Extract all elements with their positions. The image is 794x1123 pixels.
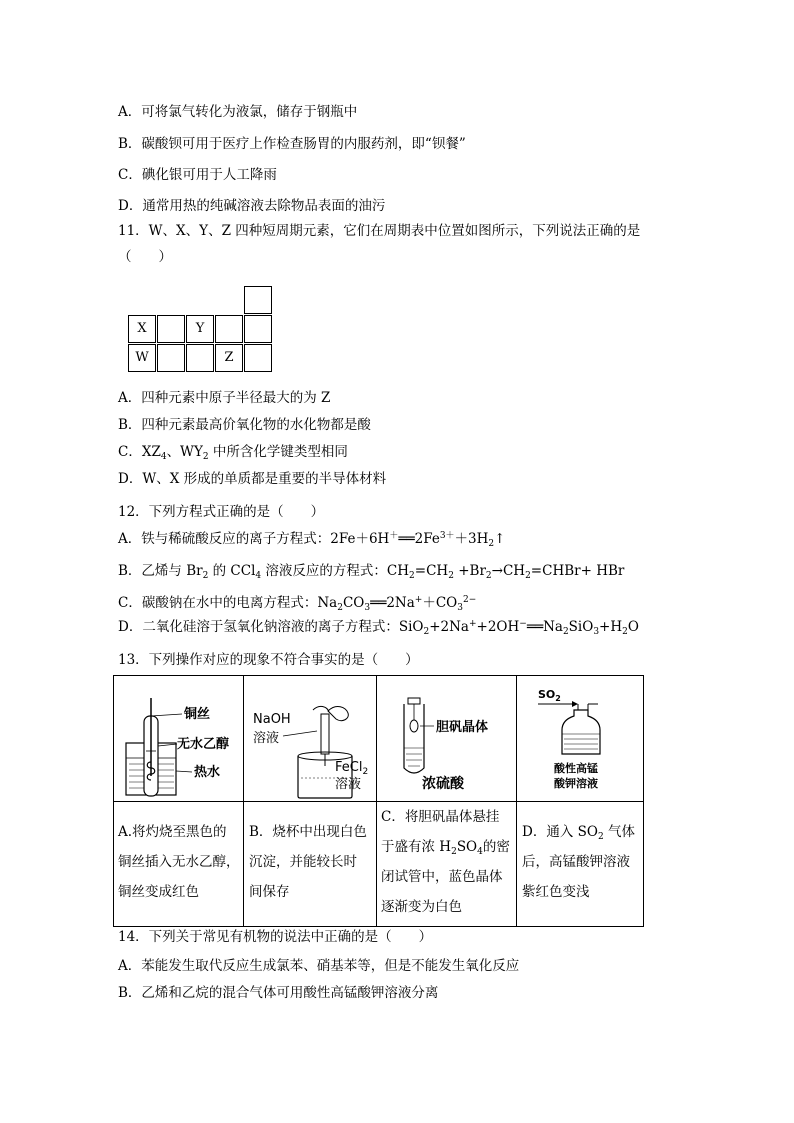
figure-copper-wire — [114, 676, 243, 801]
figure-naoh-fecl2 — [243, 676, 376, 801]
q14-option-b: B．乙烯和乙烷的混合气体可用酸性高锰酸钾溶液分离 — [118, 985, 439, 1001]
label-hot-water: 热水 — [194, 765, 221, 780]
q12-option-c: C．碳酸钠在水中的电离方程式：$Na_2CO_3══2Na^++CO_3^{2-}$ — [118, 595, 477, 613]
cell-empty — [244, 344, 272, 372]
label-ethanol: 无水乙醇 — [177, 737, 230, 752]
label-conc-acid: 浓硫酸 — [422, 776, 464, 792]
q11-option-a: A．四种元素中原子半径最大的为 Z — [118, 390, 331, 406]
q10-option-b: B．碳酸钡可用于医疗上作检查肠胃的内服药剂，即“钡餐” — [118, 136, 466, 152]
cell-z: Z — [215, 344, 243, 372]
cell-x: X — [128, 315, 156, 343]
q14-stem: 14．下列关于常见有机物的说法中正确的是（ ） — [118, 929, 433, 945]
cell-empty — [186, 344, 214, 372]
cell-empty — [244, 286, 272, 314]
q12-option-b: B．乙烯与 $Br_2$ 的 CCl$_4$ 溶液反应的方程式：$CH_2=CH_2$ $+Br_2\to CH_2=CHBr+$ HBr — [118, 563, 625, 581]
q13-stem: 13．下列操作对应的现象不符合事实的是（ ） — [118, 652, 419, 668]
q12-stem: 12．下列方程式正确的是（ ） — [118, 504, 325, 520]
periodic-table-fragment — [128, 286, 273, 372]
figure-blue-vitriol — [376, 676, 516, 801]
q11-stem: 11．W、X、Y、Z 四种短周期元素，它们在周期表中位置如图所示，下列说法正确的是 — [118, 223, 641, 239]
cell-empty — [215, 315, 243, 343]
q11-option-d: D．W、X 形成的单质都是重要的半导体材料 — [118, 471, 387, 487]
experiment-table — [113, 675, 644, 927]
cell-empty — [244, 315, 272, 343]
cell-w: W — [128, 344, 156, 372]
label-kmno4-1: 酸性高锰 — [554, 762, 598, 775]
figure-so2-kmno4 — [516, 676, 644, 801]
q10-option-d: D．通常用热的纯碱溶液去除物品表面的油污 — [118, 198, 386, 214]
q13-option-d: D．通入 $SO_2$ 气体 后，高锰酸钾溶液 紫红色变浅 — [522, 824, 635, 900]
label-crystal: 胆矾晶体 — [436, 720, 489, 735]
q10-option-c: C．碘化银可用于人工降雨 — [118, 167, 277, 183]
label-solution-2: 溶液 — [335, 777, 362, 792]
q11-paren: （ ） — [118, 249, 172, 265]
cell-empty — [157, 344, 185, 372]
q11-option-c: C．$XZ_4$、$WY_2$ 中所含化学键类型相同 — [118, 444, 348, 462]
label-solution-1: 溶液 — [253, 731, 280, 746]
q10-option-a: A．可将氯气转化为液氯，储存于钢瓶中 — [118, 104, 358, 120]
label-copper-wire: 铜丝 — [184, 707, 211, 722]
q13-option-c: C．将胆矾晶体悬挂 于盛有浓 $H_2SO_4$的密 闭试管中，蓝色晶体 逐渐变为白色 — [381, 809, 510, 915]
cell-y: Y — [186, 315, 214, 343]
cell-empty — [157, 315, 185, 343]
q12-option-a: A．铁与稀硫酸反应的离子方程式：$2Fe+6H^+══2Fe^{3+}+3H_2↑$ — [118, 531, 506, 549]
label-fecl2: FeCl$_2$ — [335, 760, 369, 777]
label-so2: $SO_2$ — [538, 688, 561, 703]
q14-option-a: A．苯能发生取代反应生成氯苯、硝基苯等，但是不能发生氧化反应 — [118, 958, 520, 974]
label-kmno4-2: 酸钾溶液 — [554, 777, 598, 790]
q12-option-d: D．二氧化硅溶于氢氧化钠溶液的离子方程式：$SiO_2+2Na^++2OH^-══Na_2SiO_3+H_2O$ — [118, 619, 639, 637]
label-naoh: NaOH — [253, 712, 291, 727]
q11-option-b: B．四种元素最高价氧化物的水化物都是酸 — [118, 417, 371, 433]
q13-option-a: A.将灼烧至黑色的 铜丝插入无水乙醇， 铜丝变成红色 — [118, 824, 240, 900]
q13-option-b: B．烧杯中出现白色 沉淀，并能较长时 间保存 — [249, 824, 367, 900]
